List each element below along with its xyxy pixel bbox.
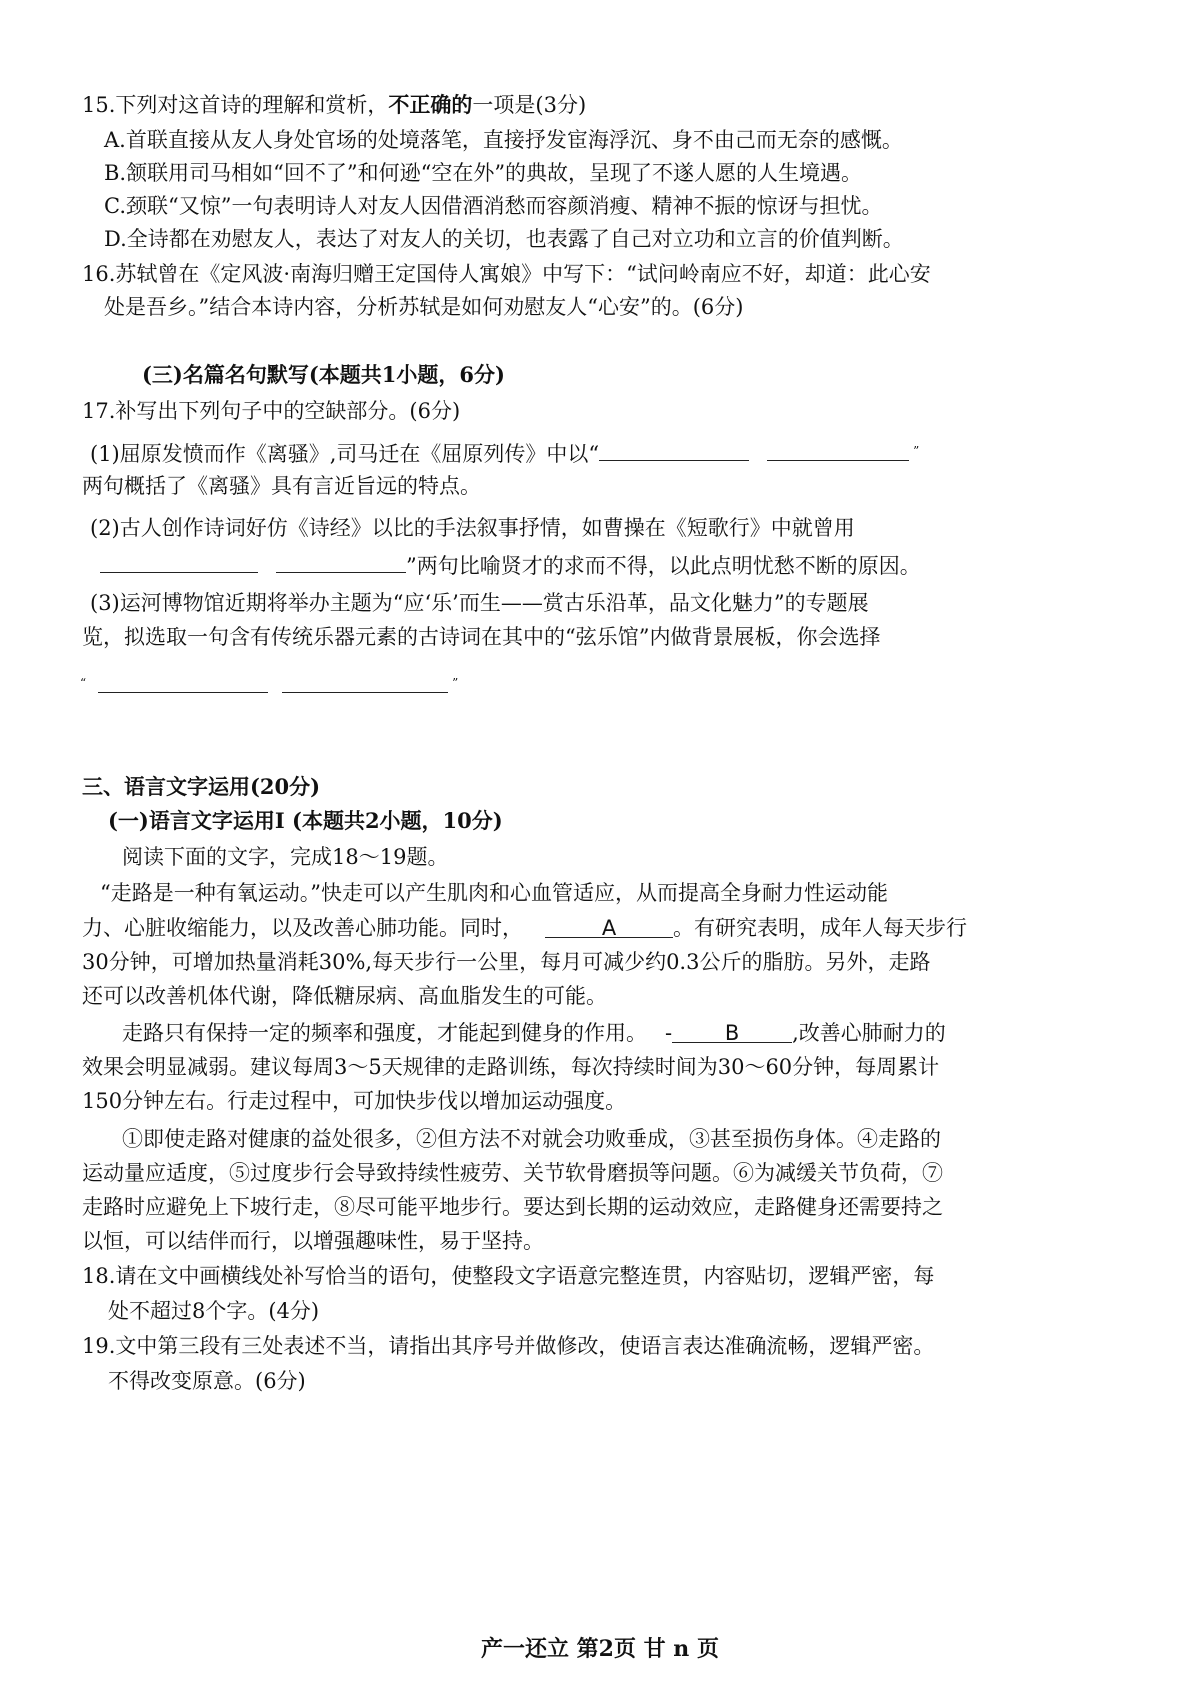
- part-3-title: 三、语言文字运用(20分): [82, 774, 321, 799]
- q17-part2-line1: (2)古人创作诗词好仿《诗经》以比的手法叙事抒情，如曹操在《短歌行》中就曾用: [90, 516, 855, 540]
- answer-blank-1[interactable]: [599, 436, 749, 461]
- blank-b[interactable]: B: [672, 1018, 792, 1043]
- q19-line2: 不得改变原意。(6分): [108, 1369, 306, 1393]
- section-3-title: (三)名篇名句默写(本题共1小题，6分): [142, 362, 505, 387]
- q19-line1: 19.文中第三段有三处表述不当，请指出其序号并做修改，使语言表达准确流畅，逻辑严密。: [82, 1334, 935, 1358]
- para1-line1: “走路是一种有氧运动。”快走可以产生肌肉和心血管适应，从而提高全身耐力性运动能: [100, 881, 888, 905]
- q16-line2: 处是吾乡。”结合本诗内容，分析苏轼是如何劝慰友人“心安”的。(6分): [104, 295, 744, 319]
- q18-line1: 18.请在文中画横线处补写恰当的语句，使整段文字语意完整连贯，内容贴切，逻辑严密，每: [82, 1264, 935, 1288]
- para3-line4: 以恒，可以结伴而行，以增强趣味性，易于坚持。: [82, 1229, 544, 1253]
- para1-line3: 30分钟，可增加热量消耗30%,每天步行一公里，每月可减少约0.3公斤的脂肪。另外，走路: [82, 950, 931, 974]
- q15-option-b: B.颔联用司马相如“回不了”和何逊“空在外”的典故，呈现了不遂人愿的人生境遇。: [104, 161, 863, 185]
- blank-a[interactable]: A: [545, 913, 673, 938]
- para1-line4: 还可以改善机体代谢，降低糖尿病、高血脂发生的可能。: [82, 984, 607, 1008]
- answer-blank-4[interactable]: [276, 548, 406, 573]
- q15-option-c: C.颈联“又惊”一句表明诗人对友人因借酒消愁而容颜消瘦、精神不振的惊讶与担忧。: [104, 194, 883, 218]
- q17-part2-line2: ”两句比喻贤才的求而不得，以此点明忧愁不断的原因。: [100, 548, 921, 581]
- q17-part3-line1: (3)运河博物馆近期将举办主题为“应‘乐’而生——赏古乐沿革，品文化魅力”的专题展: [90, 591, 869, 615]
- answer-blank-2[interactable]: [767, 436, 909, 461]
- q17-part3-line3: “ ”: [80, 668, 458, 701]
- para1-line2: 力、心脏收缩能力，以及改善心肺功能。同时， A 。有研究表明，成年人每天步行: [82, 913, 967, 943]
- part-3-sub-title: (一)语言文字运用Ⅰ (本题共2小题，10分): [108, 808, 503, 833]
- q17-part3-line2: 览，拟选取一句含有传统乐器元素的古诗词在其中的“弦乐馆”内做背景展板，你会选择: [82, 625, 881, 649]
- answer-blank-6[interactable]: [282, 668, 448, 693]
- answer-blank-5[interactable]: [98, 668, 268, 693]
- para2-line1: 走路只有保持一定的频率和强度，才能起到健身的作用。 - B ,改善心肺耐力的: [122, 1018, 946, 1048]
- q17-part1-line2: 两句概括了《离骚》具有言近旨远的特点。: [82, 474, 481, 498]
- para3-line3: 走路时应避免上下坡行走，⑧尽可能平地步行。要达到长期的运动效应，走路健身还需要持之: [82, 1195, 943, 1219]
- para2-line3: 150分钟左右。行走过程中，可加快步伐以增加运动强度。: [82, 1089, 627, 1113]
- para2-line2: 效果会明显减弱。建议每周3～5天规律的走路训练，每次持续时间为30～60分钟，每周累计: [82, 1055, 940, 1079]
- q17-part1-line1: (1)屈原发愤而作《离骚》,司马迁在《屈原列传》中以“ ”: [90, 436, 919, 469]
- q15-stem: 15.下列对这首诗的理解和赏析，不正确的一项是(3分): [82, 92, 587, 117]
- q16-line1: 16.苏轼曾在《定风波·南海归赠王定国侍人寓娘》中写下：“试问岭南应不好，却道：此心安: [82, 262, 931, 286]
- para3-line1: ①即使走路对健康的益处很多，②但方法不对就会功败垂成，③甚至损伤身体。④走路的: [122, 1127, 941, 1151]
- q15-option-a: A.首联直接从友人身处官场的处境落笔，直接抒发宦海浮沉、身不由己而无奈的感慨。: [104, 128, 903, 152]
- q18-line2: 处不超过8个字。(4分): [108, 1299, 320, 1323]
- answer-blank-3[interactable]: [100, 548, 258, 573]
- q17-stem: 17.补写出下列句子中的空缺部分。(6分): [82, 399, 461, 423]
- reading-intro: 阅读下面的文字，完成18～19题。: [122, 845, 449, 869]
- para3-line2: 运动量应适度，⑤过度步行会导致持续性疲劳、关节软骨磨损等问题。⑥为减缓关节负荷，⑦: [82, 1161, 943, 1185]
- q15-option-d: D.全诗都在劝慰友人，表达了对友人的关切，也表露了自己对立功和立言的价值判断。: [104, 227, 904, 251]
- page-footer: 产一还立 第2页 甘 n 页: [481, 1636, 719, 1662]
